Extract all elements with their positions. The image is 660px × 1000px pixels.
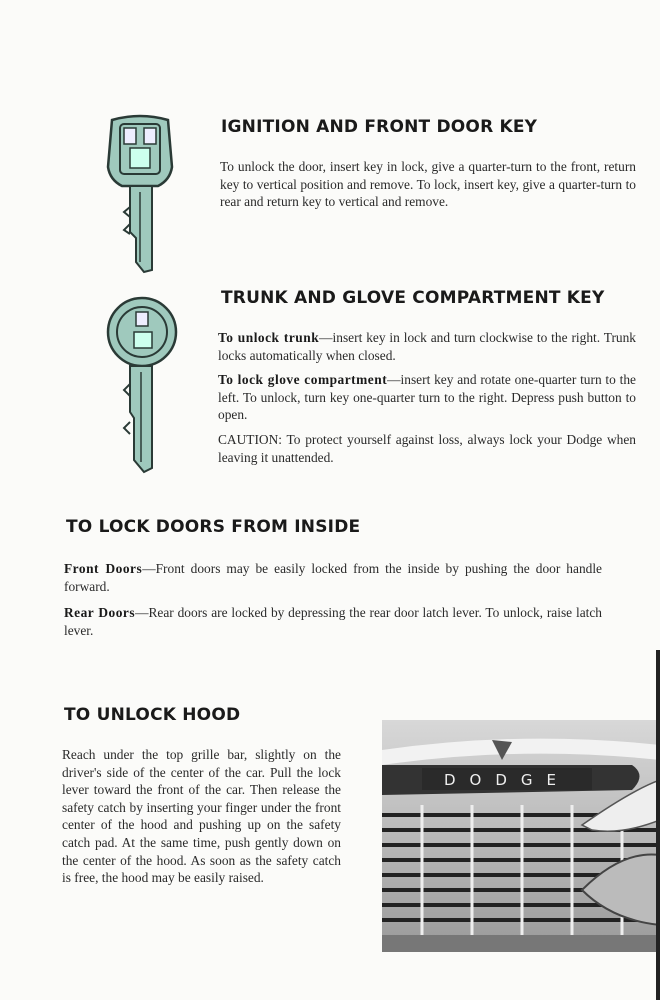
lock-glove-paragraph [218,371,636,424]
front-doors-lead: Front Doors [64,561,143,576]
rear-doors-lead: Rear Doors [64,605,136,621]
ignition-key-heading: IGNITION AND FRONT DOOR KEY [221,117,538,137]
front-doors-text: —Front doors may be easily locked from the inside by pushing the door handle forward. [64,561,602,594]
rear-doors-text: —Rear doors are locked by depressing the rear door latch lever. To unlock, raise latch lever. [64,605,602,638]
trunk-key-illustration [104,292,184,477]
unlock-trunk-lead: To unlock trunk [218,330,320,345]
rear-doors-paragraph [64,604,602,639]
ignition-key-illustration [100,112,180,277]
lock-glove-text: —insert key and rotate one-quarter turn to the left. To unlock, turn key one-quarter turn to the right. Depress push button to open. [218,372,636,423]
lock-doors-heading: TO LOCK DOORS FROM INSIDE [66,517,361,537]
front-doors-paragraph [64,560,602,595]
unlock-trunk-paragraph [218,329,636,364]
lock-doors-text [64,560,602,646]
caution-paragraph: CAUTION: To protect yourself against loss, always lock your Dodge when leaving it unattended. [218,431,636,465]
trunk-key-heading: TRUNK AND GLOVE COMPARTMENT KEY [221,288,605,308]
ignition-key-text: To unlock the door, insert key in lock, give a quarter-turn to the front, return key to vertical position and remove. To lock, insert key, give a quarter-turn to rear and return key to vertical and remove. [220,159,636,210]
trunk-key-text [218,329,636,473]
unlock-hood-text: Reach under the top grille bar, slightly on the driver's side of the center of the car. Pull the lock lever toward the front of the car. Then release the safety catch by inserting your finger under the front center of the hood and pushing up on the safety catch pad. At the same time, push gently down on the center of the hood. As soon as the safety catch is free, the hood may be easily raised. [62,747,341,886]
lock-glove-lead: To lock glove compartment [218,372,388,388]
unlock-trunk-text: —insert key in lock and turn clockwise to the right. Trunk locks automatically when closed. [218,330,636,363]
page-edge [656,650,660,1000]
svg-text:DODGE: DODGE [444,771,571,789]
dodge-grille-photo [382,720,660,952]
unlock-hood-heading: TO UNLOCK HOOD [64,705,241,725]
